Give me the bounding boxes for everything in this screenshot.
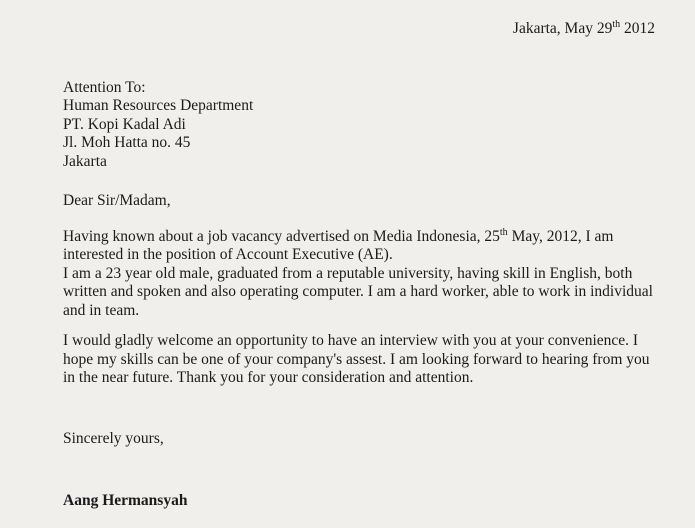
recipient-line-street: Jl. Moh Hatta no. 45 — [63, 134, 191, 151]
letter-date-ordinal-suffix: th — [612, 18, 621, 30]
recipient-address-block — [63, 79, 655, 172]
letter-date — [63, 20, 655, 39]
recipient-line-department: Human Resources Department — [63, 97, 254, 114]
body-paragraph-1-text: Having known about a job vacancy advertised on Media Indonesia, 25 — [63, 227, 500, 245]
body-paragraph-1 — [63, 228, 655, 265]
salutation: Dear Sir/Madam, — [63, 192, 171, 209]
body-paragraph-1-ordinal-suffix: th — [499, 226, 508, 238]
body-paragraph-3: I would gladly welcome an opportunity to have an interview with you at your convenience. I hope my skills can be one of your company's assest. I am looking forward to hearing from you in the near future. Thank you for your consideration and attention. — [63, 332, 650, 386]
signature-name: Aang Hermansyah — [63, 492, 188, 509]
recipient-line-city: Jakarta — [63, 152, 107, 170]
body-paragraph-1-continued: May, 2012, I am interested in the position of Account Executive (AE). — [63, 227, 614, 263]
body-paragraph-2: I am a 23 year old male, graduated from a reputable university, having skill in English, both written and spoken and also operating computer. I am a hard worker, able to work in individual and in team. — [63, 264, 653, 319]
recipient-line-company: PT. Kopi Kadal Adi — [63, 115, 186, 133]
letter-date-year: 2012 — [620, 20, 655, 37]
letter-date-text: Jakarta, May 29 — [512, 20, 613, 37]
closing-phrase: Sincerely yours, — [63, 429, 164, 447]
recipient-line-attention: Attention To: — [63, 78, 146, 96]
letter-body — [63, 228, 655, 388]
